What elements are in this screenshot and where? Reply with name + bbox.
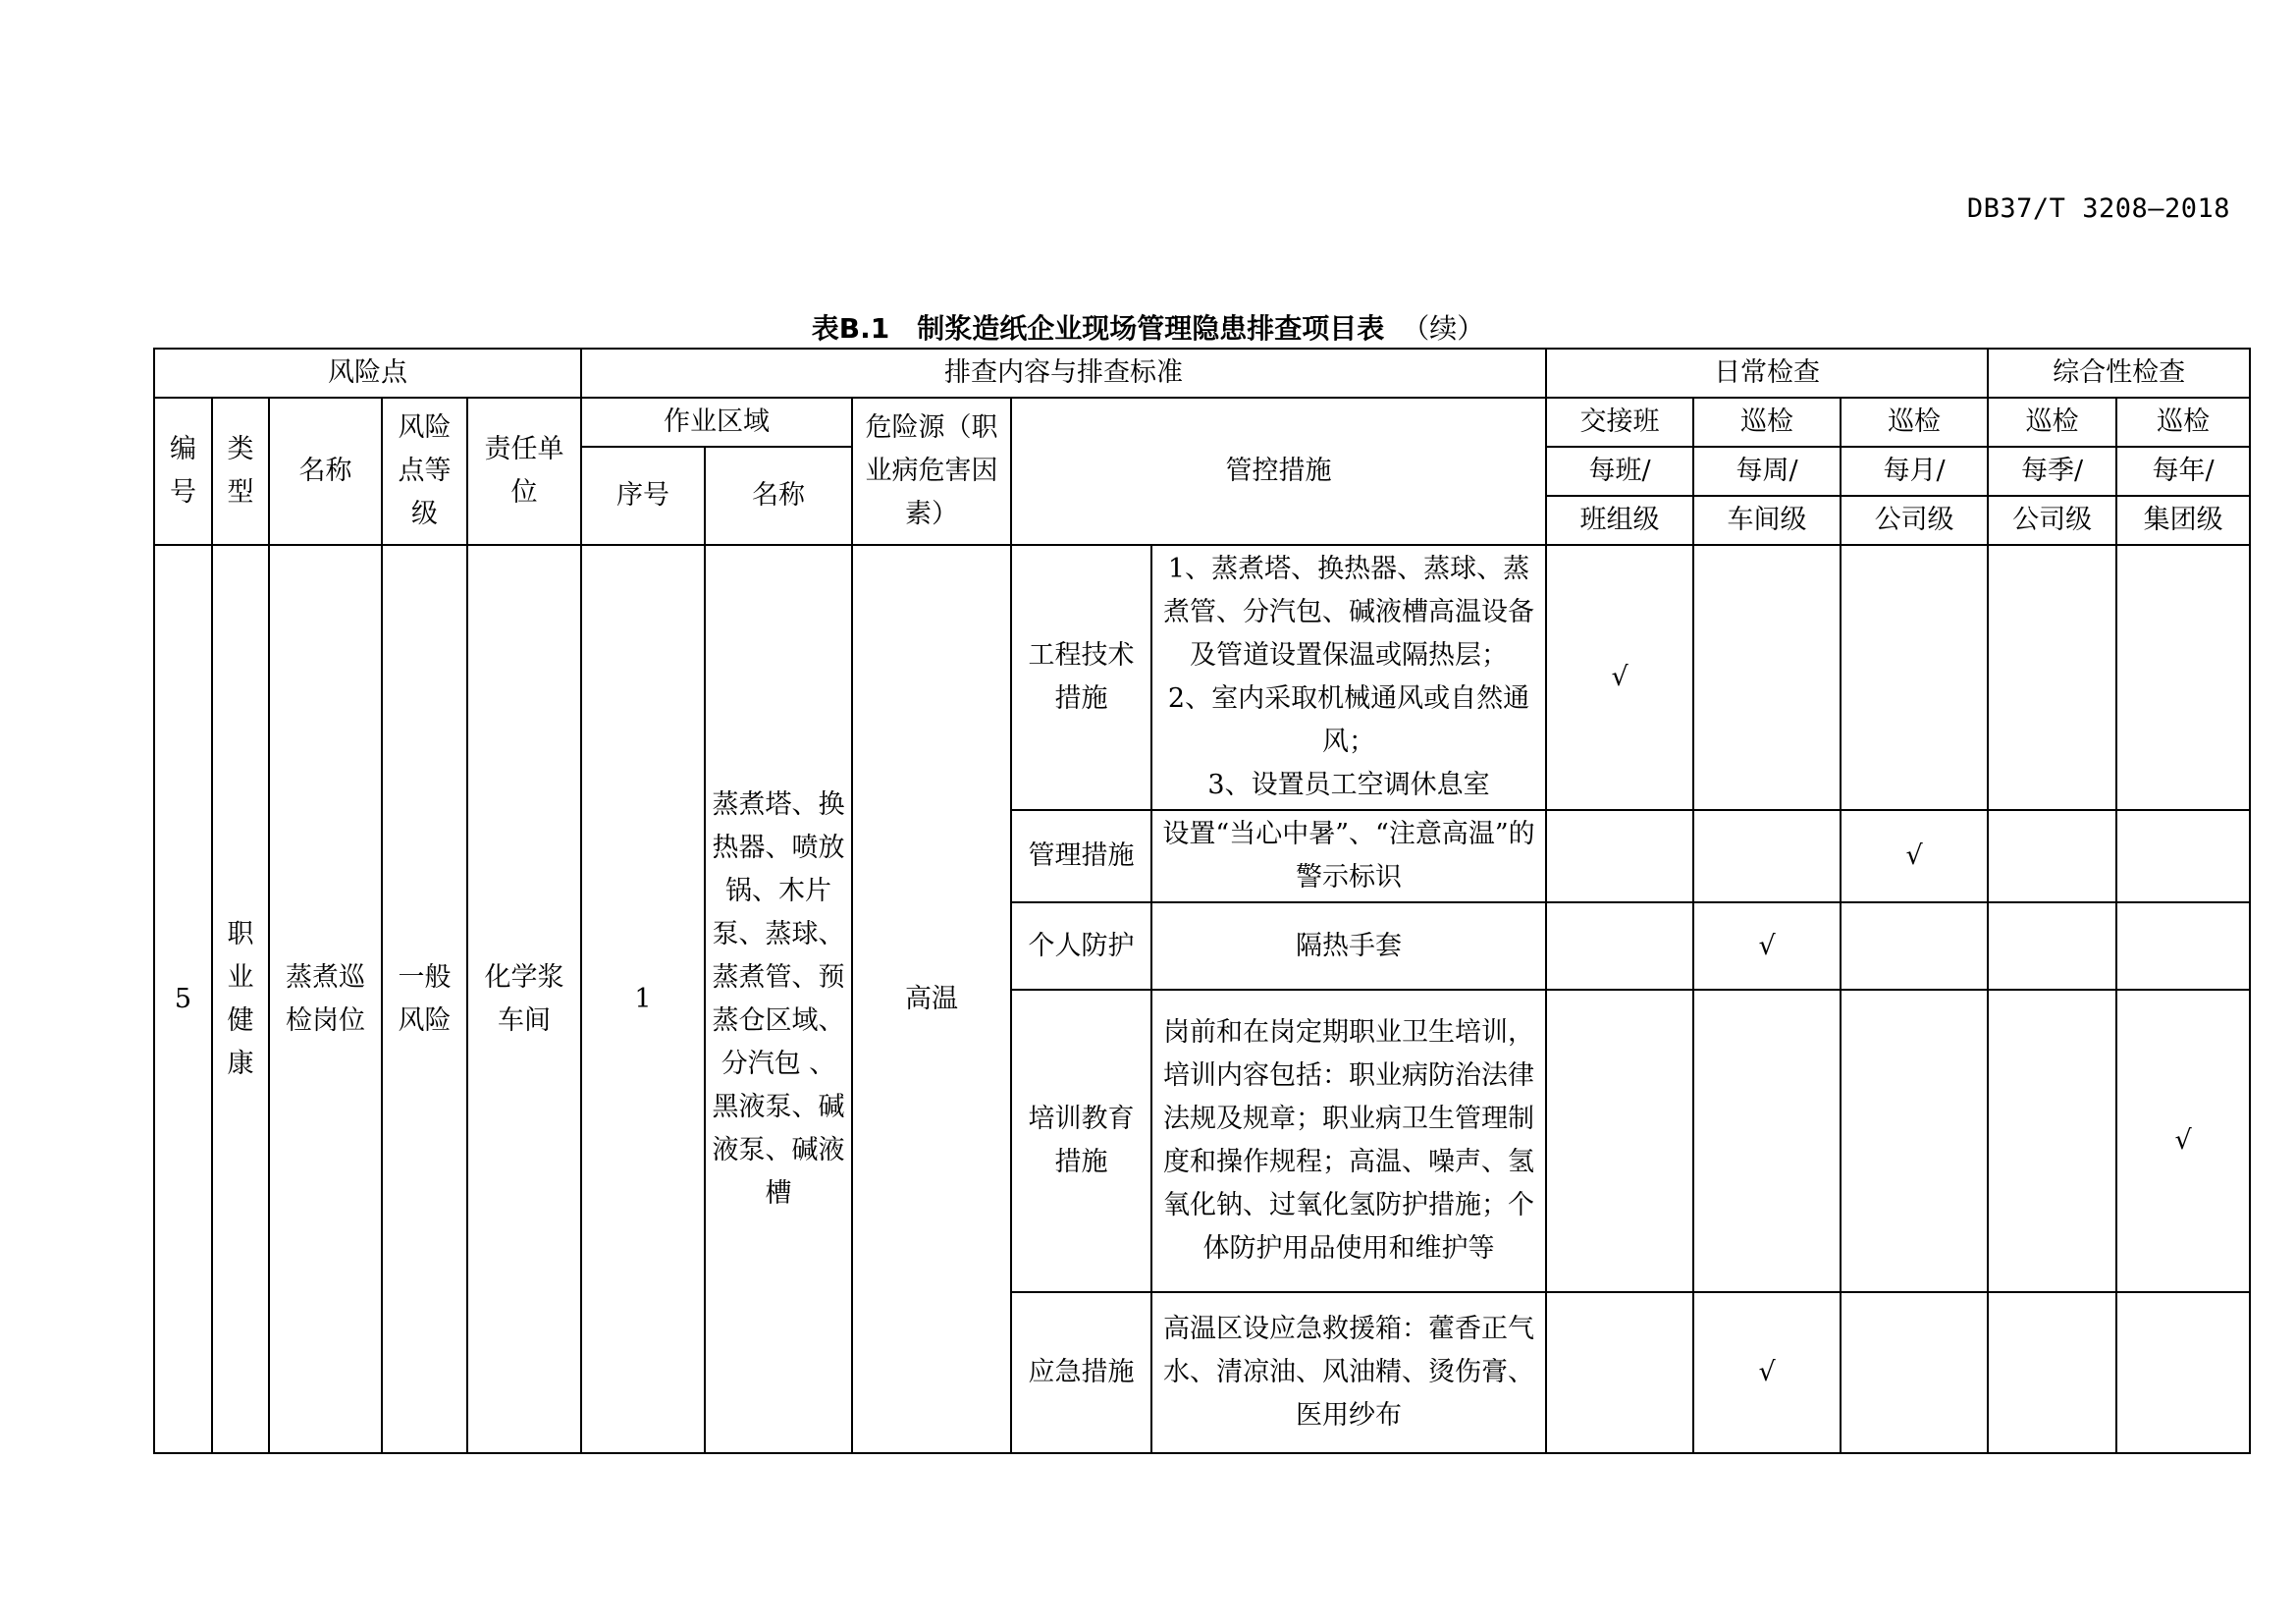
check-col-level: 车间级: [1693, 496, 1841, 545]
measure-line: 3、设置员工空调休息室: [1207, 770, 1490, 800]
col-header-unit: 责任单位: [467, 398, 581, 545]
row-hazard: 高温: [852, 545, 1011, 1453]
check-cell: [1988, 990, 2116, 1292]
measure-line: 1、蒸煮塔、换热器、蒸球、蒸煮管、分汽包、碱液槽高温设备及管道设置保温或隔热层；: [1163, 554, 1535, 671]
measure-category: 培训教育措施: [1011, 990, 1151, 1292]
check-col-freq: 每年/: [2116, 447, 2250, 496]
check-cell: √: [2116, 990, 2250, 1292]
row-level: 一般风险: [382, 545, 467, 1453]
col-header-seq: 序号: [581, 447, 705, 545]
measure-line: 岗前和在岗定期职业卫生培训，培训内容包括：职业病防治法律法规及规章；职业病卫生管理制度和操作规程；高温、噪声、氢氧化钠、过氧化氢防护措施；个体防护用品使用和维护等: [1163, 1017, 1535, 1264]
measure-content: [1151, 902, 1546, 990]
check-cell: [1693, 810, 1841, 902]
check-col-level: 公司级: [1841, 496, 1988, 545]
measure-line: 高温区设应急救援箱：藿香正气水、清凉油、风油精、烫伤膏、医用纱布: [1163, 1314, 1535, 1431]
check-col-level: 公司级: [1988, 496, 2116, 545]
col-header-control: 管控措施: [1011, 398, 1546, 545]
check-cell: [1546, 810, 1693, 902]
document-code: DB37/T 3208—2018: [1966, 193, 2230, 224]
row-area-name: 蒸煮塔、换热器、喷放锅、木片泵、蒸球、蒸煮管、预蒸仓区域、分汽包 、黑液泵、碱液泵、碱液槽: [705, 545, 852, 1453]
table-title-main: 表B.1 制浆造纸企业现场管理隐患排查项目表: [811, 312, 1385, 345]
measure-category: 个人防护: [1011, 902, 1151, 990]
check-col-level: 班组级: [1546, 496, 1693, 545]
check-col-freq: 每月/: [1841, 447, 1988, 496]
check-cell: [2116, 810, 2250, 902]
row-seq: 1: [581, 545, 705, 1453]
inspection-table: [153, 348, 2251, 1454]
check-col-name: 巡检: [2116, 398, 2250, 447]
col-header-type: 类型: [212, 398, 269, 545]
check-cell: [1841, 990, 1988, 1292]
col-header-level: 风险点等级: [382, 398, 467, 545]
measure-line: 2、室内采取机械通风或自然通风；: [1167, 683, 1530, 757]
measure-line: 隔热手套: [1296, 930, 1403, 961]
check-col-name: 巡检: [1693, 398, 1841, 447]
check-cell: √: [1546, 545, 1693, 810]
row-type: 职业健康: [212, 545, 269, 1453]
check-col-freq: 每季/: [1988, 447, 2116, 496]
measure-category: 应急措施: [1011, 1292, 1151, 1453]
col-header-name: 名称: [269, 398, 382, 545]
col-header-work-area: 作业区域: [581, 398, 852, 447]
check-cell: [2116, 1292, 2250, 1453]
check-col-freq: 每班/: [1546, 447, 1693, 496]
check-cell: [2116, 545, 2250, 810]
check-cell: √: [1693, 902, 1841, 990]
table-title-continued: （续）: [1402, 312, 1485, 345]
col-header-hazard: 危险源（职业病危害因素）: [852, 398, 1011, 545]
measure-content: [1151, 810, 1546, 902]
check-cell: [1546, 990, 1693, 1292]
check-col-freq: 每周/: [1693, 447, 1841, 496]
group-header-inspection: 排查内容与排查标准: [581, 349, 1546, 398]
col-header-number: 编号: [154, 398, 212, 545]
check-cell: [1841, 902, 1988, 990]
group-header-risk-point: 风险点: [154, 349, 581, 398]
measure-content: [1151, 545, 1546, 810]
table-title: [0, 307, 2296, 347]
row-number: 5: [154, 545, 212, 1453]
measure-content: [1151, 1292, 1546, 1453]
check-cell: [1693, 545, 1841, 810]
measure-content: [1151, 990, 1546, 1292]
row-name: 蒸煮巡检岗位: [269, 545, 382, 1453]
row-unit: 化学浆车间: [467, 545, 581, 1453]
check-cell: [1841, 1292, 1988, 1453]
measure-category: 管理措施: [1011, 810, 1151, 902]
check-cell: √: [1841, 810, 1988, 902]
check-cell: [1546, 1292, 1693, 1453]
check-cell: √: [1693, 1292, 1841, 1453]
group-header-comprehensive: 综合性检查: [1988, 349, 2250, 398]
check-cell: [1988, 545, 2116, 810]
check-col-level: 集团级: [2116, 496, 2250, 545]
check-cell: [1693, 990, 1841, 1292]
col-header-area-name: 名称: [705, 447, 852, 545]
check-cell: [1841, 545, 1988, 810]
check-cell: [2116, 902, 2250, 990]
check-cell: [1546, 902, 1693, 990]
measure-line: 设置“当心中暑”、“注意高温”的警示标识: [1162, 819, 1535, 893]
check-cell: [1988, 810, 2116, 902]
check-col-name: 巡检: [1841, 398, 1988, 447]
group-header-daily: 日常检查: [1546, 349, 1988, 398]
check-col-name: 交接班: [1546, 398, 1693, 447]
measure-category: 工程技术措施: [1011, 545, 1151, 810]
check-cell: [1988, 902, 2116, 990]
check-cell: [1988, 1292, 2116, 1453]
check-col-name: 巡检: [1988, 398, 2116, 447]
